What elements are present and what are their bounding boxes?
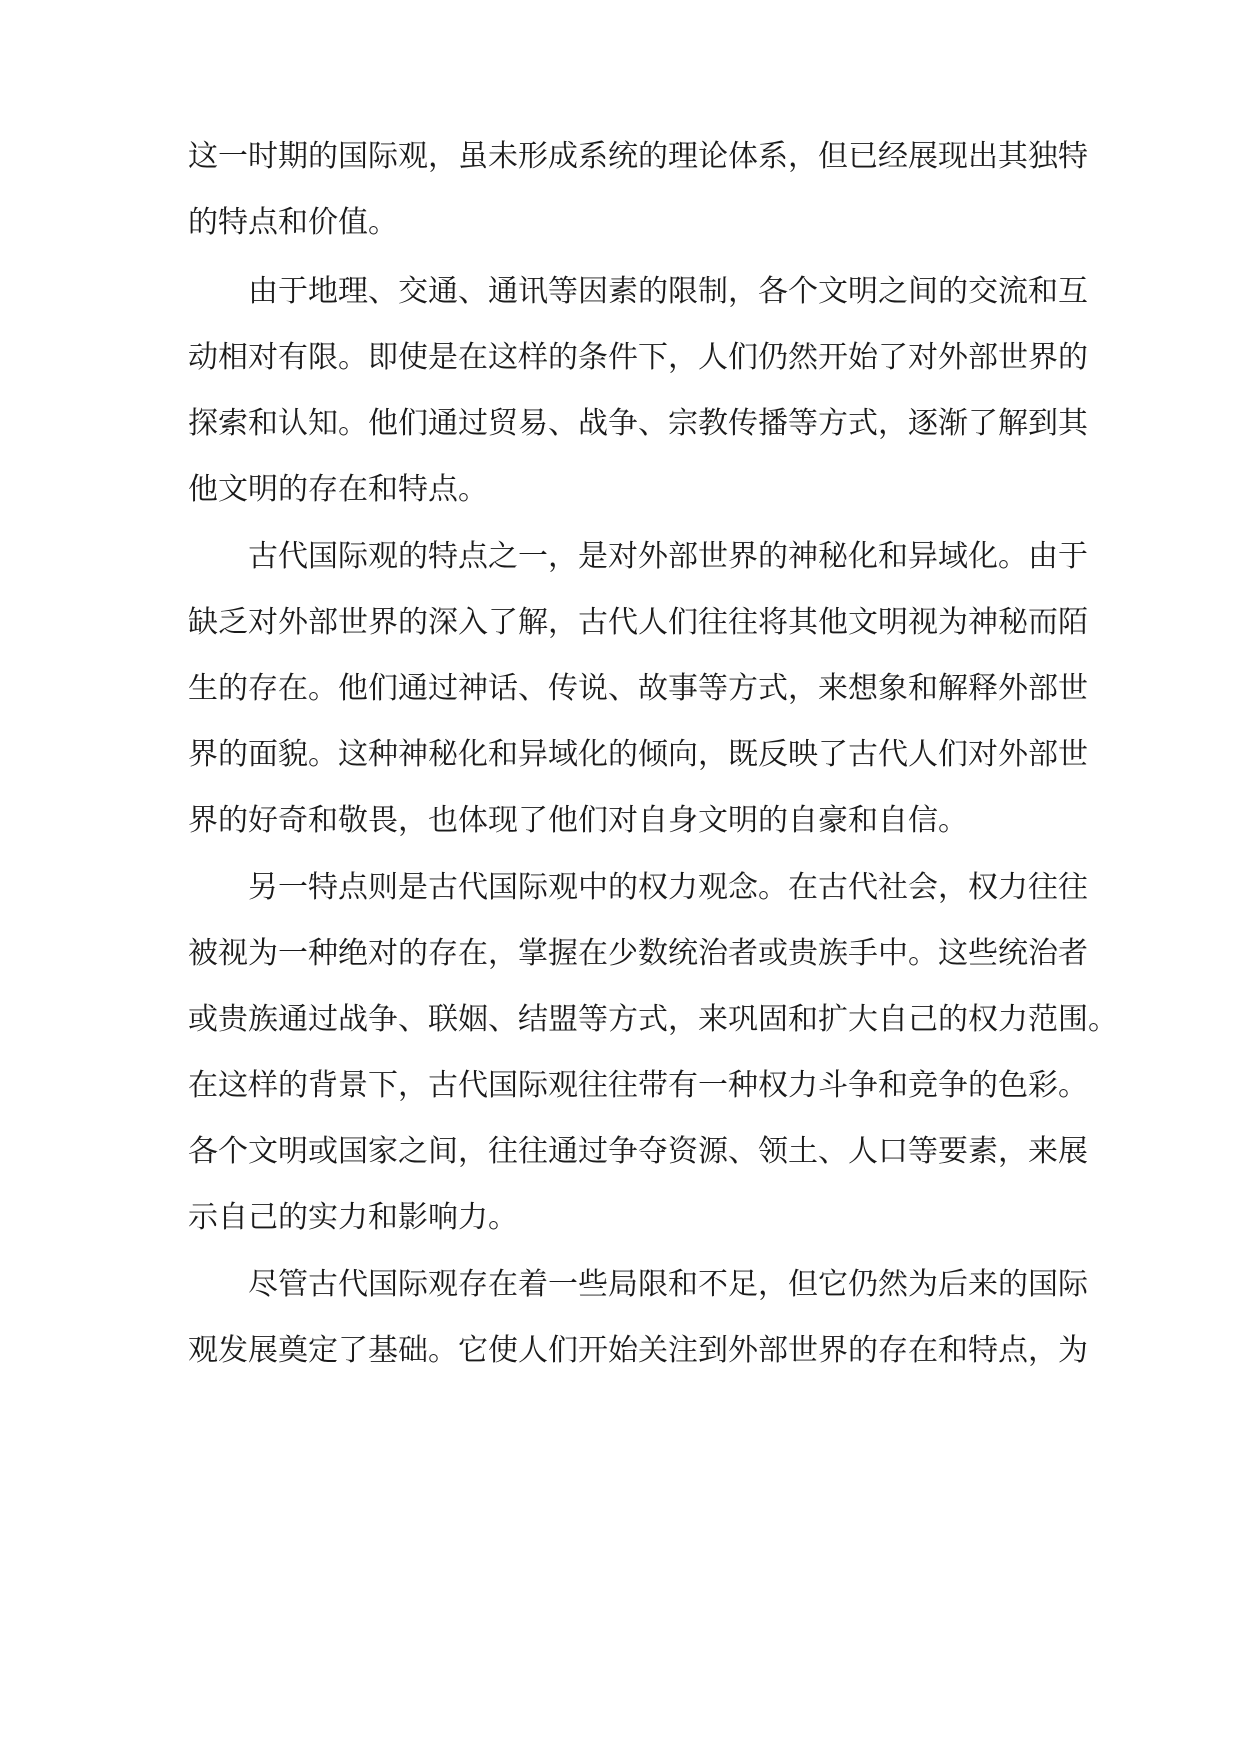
text-line: 各个文明或国家之间，往往通过争夺资源、领土、人口等要素，来展 — [188, 1134, 1088, 1169]
text-line: 在这样的背景下，古代国际观往往带有一种权力斗争和竞争的色彩。 — [188, 1068, 1088, 1103]
text-line: 生的存在。他们通过神话、传说、故事等方式，来想象和解释外部世 — [188, 671, 1088, 706]
text-line: 界的好奇和敬畏，也体现了他们对自身文明的自豪和自信。 — [188, 803, 968, 838]
text-line: 他文明的存在和特点。 — [188, 472, 488, 507]
paragraph-start-line: 古代国际观的特点之一，是对外部世界的神秘化和异域化。由于 — [248, 539, 1088, 574]
text-line: 动相对有限。即使是在这样的条件下，人们仍然开始了对外部世界的 — [188, 340, 1088, 375]
text-line: 缺乏对外部世界的深入了解，古代人们往往将其他文明视为神秘而陌 — [188, 605, 1088, 640]
paragraph-start-line: 尽管古代国际观存在着一些局限和不足，但它仍然为后来的国际 — [248, 1267, 1088, 1302]
paragraph-start-line: 另一特点则是古代国际观中的权力观念。在古代社会，权力往往 — [248, 870, 1088, 905]
text-line: 观发展奠定了基础。它使人们开始关注到外部世界的存在和特点，为 — [188, 1333, 1088, 1368]
text-line: 示自己的实力和影响力。 — [188, 1200, 518, 1235]
text-line: 或贵族通过战争、联姻、结盟等方式，来巩固和扩大自己的权力范围。 — [188, 1002, 1118, 1037]
text-line: 这一时期的国际观，虽未形成系统的理论体系，但已经展现出其独特 — [188, 139, 1088, 174]
text-line: 界的面貌。这种神秘化和异域化的倾向，既反映了古代人们对外部世 — [188, 737, 1088, 772]
text-line: 被视为一种绝对的存在，掌握在少数统治者或贵族手中。这些统治者 — [188, 936, 1088, 971]
text-line: 的特点和价值。 — [188, 205, 398, 240]
paragraph-start-line: 由于地理、交通、通讯等因素的限制，各个文明之间的交流和互 — [248, 274, 1088, 309]
text-line: 探索和认知。他们通过贸易、战争、宗教传播等方式，逐渐了解到其 — [188, 406, 1088, 441]
